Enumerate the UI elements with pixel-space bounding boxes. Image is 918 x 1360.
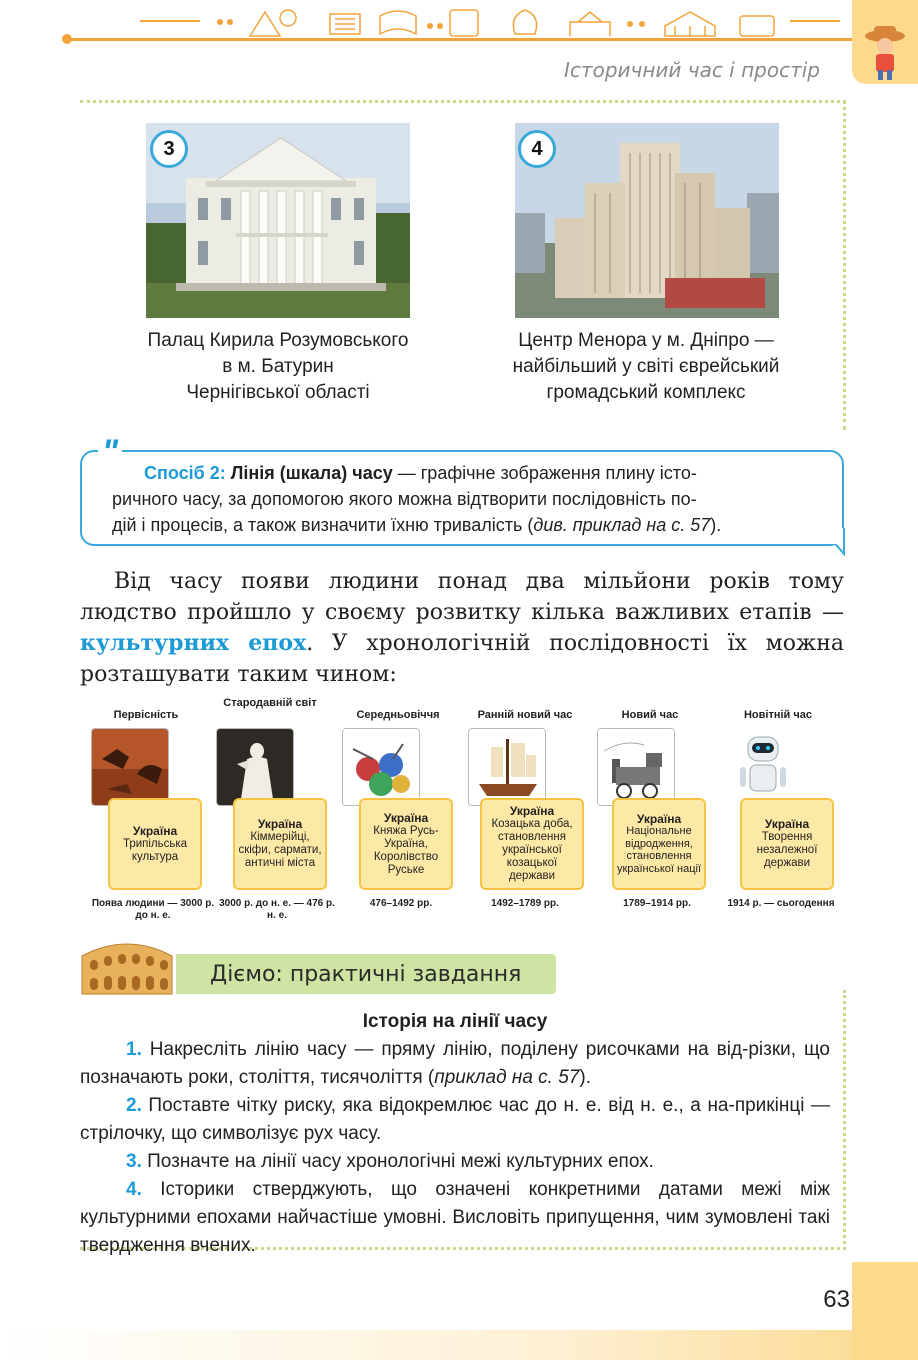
photo-number-badge: 4 xyxy=(518,130,556,168)
era-card xyxy=(740,798,834,890)
era-country: Україна xyxy=(132,823,178,838)
callout-text: дій і процесів, а також визначити їхню тривалість ( xyxy=(112,515,534,535)
ancient-statue-icon xyxy=(216,728,294,806)
caption-line: найбільший у світі єврейський xyxy=(512,356,780,377)
era-card xyxy=(480,798,584,890)
paragraph-highlight: культурних епох xyxy=(80,630,307,656)
era-date: 1492–1789 рр. xyxy=(491,898,559,909)
era-card xyxy=(612,798,706,890)
task-text: ). xyxy=(579,1067,591,1088)
paragraph-text: . У хронологічній послідовності їх можна розташувати таким чином: xyxy=(80,631,844,687)
definition-callout xyxy=(80,450,844,546)
era-date: Поява людини — 3000 р. до н. е. xyxy=(91,898,215,921)
era-title: Новий час xyxy=(621,709,679,721)
era-text: Трипільська культура xyxy=(122,837,188,863)
era-date: 476–1492 рр. xyxy=(369,898,433,909)
caption-line: в м. Батурин xyxy=(222,356,334,377)
caption-line: Центр Менора у м. Дніпро — xyxy=(518,330,774,351)
era-country: Україна xyxy=(764,817,810,831)
task-text: Накресліть лінію часу — пряму лінію, поділену рисочками на від-різки, що позначають роки, століття, тисячоліття ( xyxy=(80,1039,830,1088)
corner-tab xyxy=(852,0,918,84)
practice-heading: Історія на лінії часу xyxy=(362,1011,548,1032)
callout-tail-icon xyxy=(822,528,846,556)
practice-tasks xyxy=(80,1008,830,1260)
callout-label: Спосіб 2: xyxy=(144,463,226,483)
era-title: Стародавній світ xyxy=(223,697,317,709)
callout-text: — графічне зображення плину істо- xyxy=(392,463,697,483)
callout-text: ричного часу, за допомогою якого можна відтворити послідовність по- xyxy=(112,489,697,509)
era-country: Україна xyxy=(257,817,303,831)
era-card xyxy=(359,798,453,890)
photo-caption-baturyn xyxy=(110,328,446,406)
task-item xyxy=(80,1036,830,1092)
intro-paragraph xyxy=(80,566,844,690)
task-reference: приклад на с. 57 xyxy=(434,1067,580,1088)
era-text: Княжа Русь-Україна, Королівство Руське xyxy=(373,824,439,876)
task-number: 4. xyxy=(126,1179,142,1200)
header-line xyxy=(66,38,866,41)
colosseum-icon xyxy=(78,930,176,996)
era-country: Україна xyxy=(383,810,429,825)
explorer-icon xyxy=(852,0,918,84)
era-date: 3000 р. до н. е. — 476 р. н. е. xyxy=(219,898,335,921)
caption-line: громадський комплекс xyxy=(546,382,746,403)
caption-line: Чернігівської області xyxy=(186,382,370,403)
era-text: Кіммерійці, скіфи, сармати, античні міста xyxy=(238,831,322,869)
task-item xyxy=(80,1176,830,1260)
era-text: Козацька доба, становлення української козацької держави xyxy=(491,818,573,882)
task-number: 3. xyxy=(126,1151,142,1172)
page-tab xyxy=(852,1262,918,1360)
page-number: 63 xyxy=(823,1286,850,1313)
paragraph-text: Від часу появи людини понад два мільйони років тому людство пройшло у своєму розвитку кілька важливих етапів — xyxy=(80,569,844,625)
era-title: Ранній новий час xyxy=(477,709,573,721)
page-header-title: Історичний час і простір xyxy=(564,58,820,82)
era-date: 1914 р. — сьогодення xyxy=(727,898,835,909)
era-title: Первісність xyxy=(113,709,179,721)
callout-text: ). xyxy=(710,515,722,535)
task-text: Позначте на лінії часу хронологічні межі культурних епох. xyxy=(141,1151,654,1172)
header-ornament-icon xyxy=(130,4,850,38)
era-country: Україна xyxy=(636,811,682,826)
era-text: Творення незалежної держави xyxy=(756,831,818,869)
knights-battle-icon xyxy=(342,728,420,806)
photo-caption-menorah xyxy=(474,328,818,406)
era-card xyxy=(233,798,327,890)
photo-number-badge: 3 xyxy=(150,130,188,168)
caption-line: Палац Кирила Розумовського xyxy=(147,330,409,351)
era-text: Національне відродження, становлення української нації xyxy=(616,825,702,875)
task-number: 2. xyxy=(126,1095,142,1116)
robot-icon xyxy=(723,728,801,806)
culture-epochs-timeline xyxy=(80,696,846,926)
era-title: Середньовіччя xyxy=(356,709,440,721)
steam-locomotive-icon xyxy=(597,728,675,806)
footer-band xyxy=(0,1330,918,1360)
quote-mark-icon: " xyxy=(98,437,122,467)
task-item xyxy=(80,1092,830,1148)
task-text: Поставте чітку риску, яка відокремлює час до н. е. від н. е., а на-прикінці — стрілочку, що символізує рух часу. xyxy=(80,1095,830,1144)
task-number: 1. xyxy=(126,1039,142,1060)
task-item xyxy=(80,1148,830,1176)
era-date: 1789–1914 рр. xyxy=(623,898,691,909)
era-country: Україна xyxy=(509,804,555,818)
era-title: Новітній час xyxy=(743,709,812,721)
era-card xyxy=(108,798,202,890)
sailing-ship-icon xyxy=(468,728,546,806)
practice-banner: Діємо: практичні завдання xyxy=(176,954,556,994)
task-text: Історики стверджують, що означені конкретними датами межі між культурними епохами найчастіше умовні. Висловіть припущення, чим зумовлені такі твердження вчених. xyxy=(80,1179,830,1256)
cave-painting-icon xyxy=(91,728,169,806)
callout-reference: див. приклад на с. 57 xyxy=(533,515,711,535)
callout-term: Лінія (шкала) часу xyxy=(230,463,393,483)
